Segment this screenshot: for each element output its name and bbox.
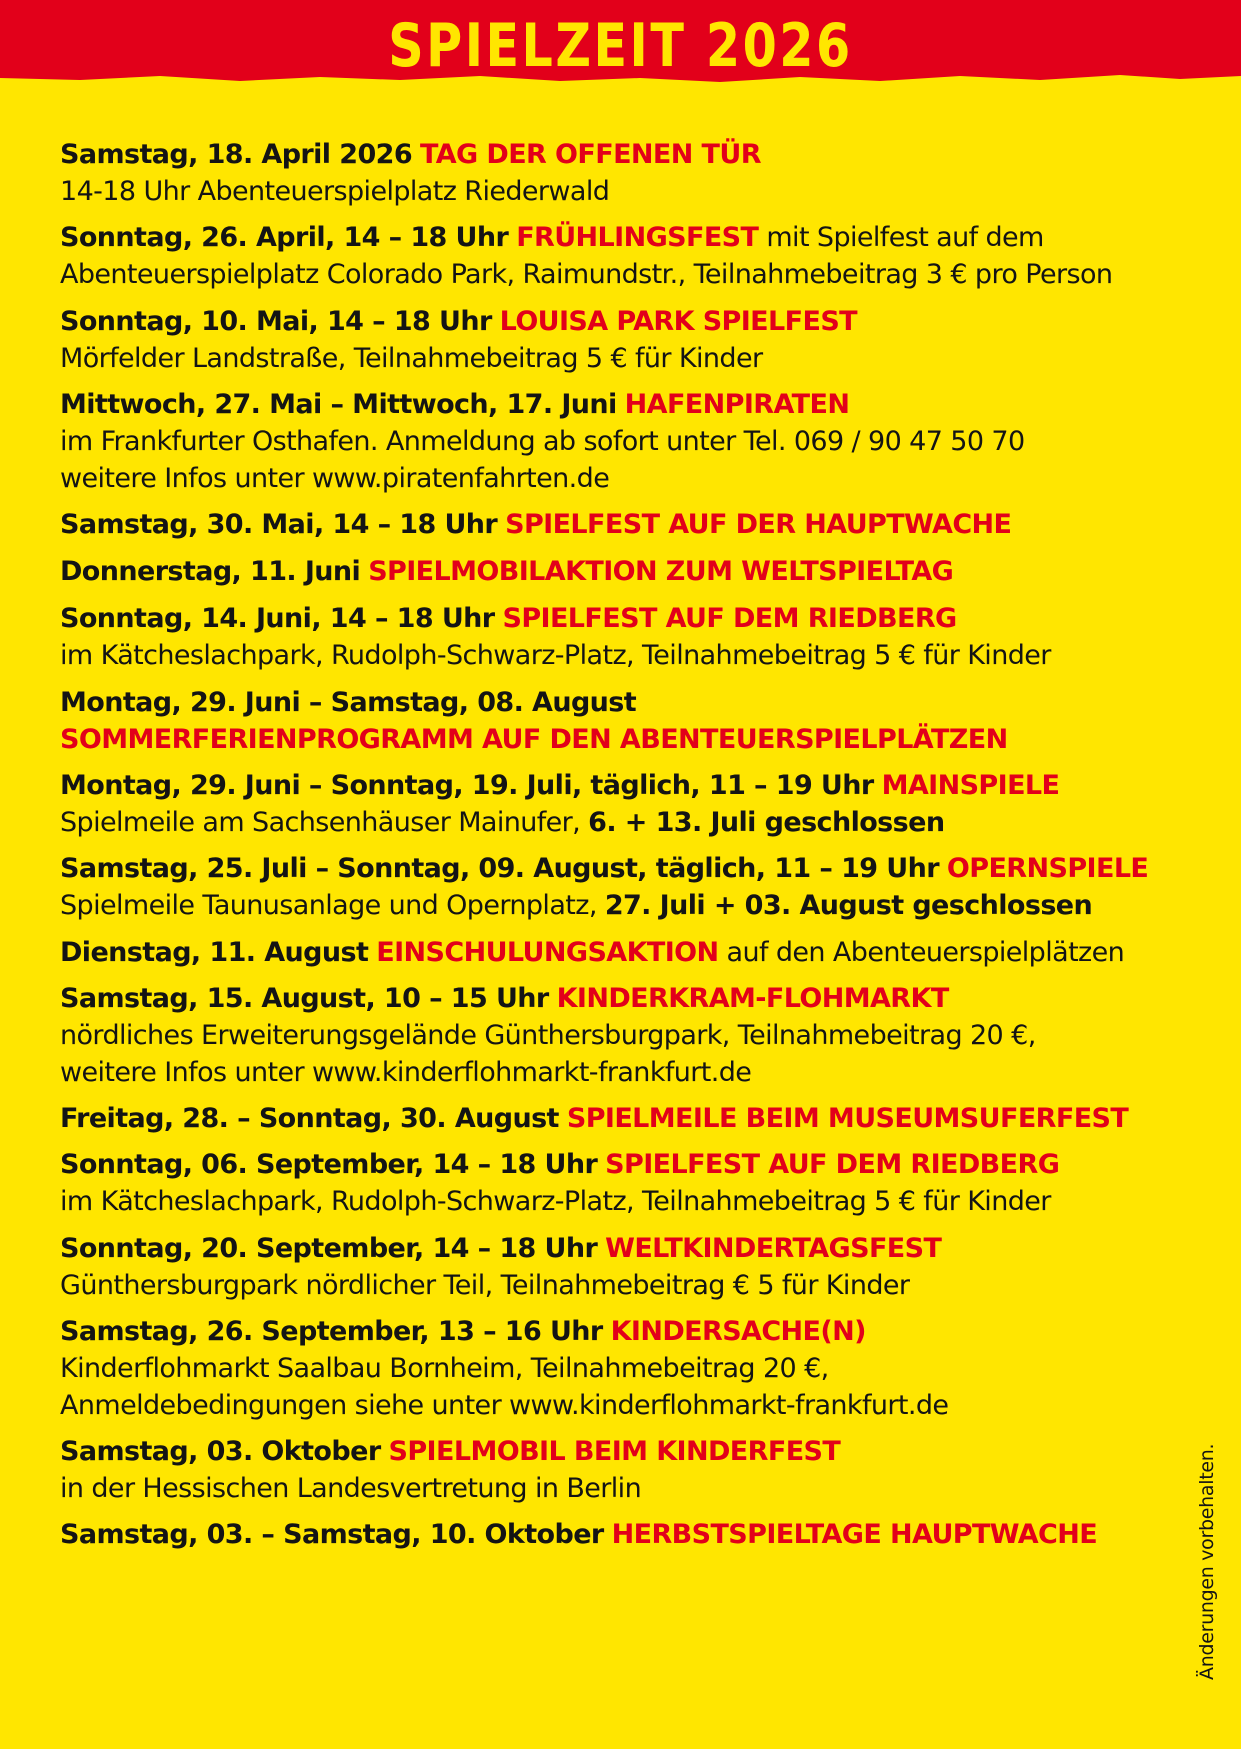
event-date: Samstag, 03. – Samstag, 10. Oktober bbox=[60, 1519, 604, 1550]
event-detail: im Kätcheslachpark, Rudolph-Schwarz-Platz, Teilnahmebeitrag 5 € für Kinder bbox=[60, 1186, 1051, 1217]
disclaimer-note: Änderungen vorbehalten. bbox=[1196, 1443, 1218, 1680]
event-date: Samstag, 30. Mai, 14 – 18 Uhr bbox=[60, 509, 498, 540]
event-date: Dienstag, 11. August bbox=[60, 937, 369, 968]
event-title-line bbox=[60, 721, 1180, 758]
event-title-suffix: mit Spielfest auf dem bbox=[766, 222, 1044, 253]
event-item bbox=[60, 685, 1180, 758]
event-date: Montag, 29. Juni – Samstag, 08. August bbox=[60, 687, 637, 718]
event-header bbox=[60, 601, 1180, 637]
event-item bbox=[60, 935, 1180, 971]
event-header bbox=[60, 768, 1180, 804]
event-header bbox=[60, 981, 1180, 1017]
event-title-suffix: auf den Abenteuerspielplätzen bbox=[726, 937, 1125, 968]
event-header bbox=[60, 507, 1180, 543]
event-list bbox=[60, 137, 1180, 1553]
event-item bbox=[60, 601, 1180, 674]
event-header bbox=[60, 1101, 1180, 1137]
event-header bbox=[60, 1147, 1180, 1183]
event-item bbox=[60, 554, 1180, 590]
event-header bbox=[60, 304, 1180, 340]
event-date: Samstag, 18. April 2026 bbox=[60, 139, 413, 170]
event-title: KINDERKRAM-FLOHMARKT bbox=[556, 983, 949, 1014]
event-title: LOUISA PARK SPIELFEST bbox=[499, 306, 857, 337]
event-title: MAINSPIELE bbox=[881, 770, 1060, 801]
event-title: FRÜHLINGSFEST bbox=[516, 222, 759, 253]
event-detail: im Kätcheslachpark, Rudolph-Schwarz-Platz, Teilnahmebeitrag 5 € für Kinder bbox=[60, 640, 1051, 671]
event-title: SPIELFEST AUF DEM RIEDBERG bbox=[605, 1149, 1060, 1180]
event-item bbox=[60, 768, 1180, 841]
event-detail: nördliches Erweiterungsgelände Günthersburgpark, Teilnahmebeitrag 20 €, bbox=[60, 1020, 1036, 1051]
event-date: Donnerstag, 11. Juni bbox=[60, 556, 361, 587]
event-title: SPIELMEILE BEIM MUSEUMSUFERFEST bbox=[566, 1103, 1129, 1134]
event-header bbox=[60, 851, 1180, 887]
event-item bbox=[60, 304, 1180, 377]
event-date: Sonntag, 10. Mai, 14 – 18 Uhr bbox=[60, 306, 492, 337]
event-header bbox=[60, 220, 1180, 256]
event-item bbox=[60, 1231, 1180, 1304]
event-item bbox=[60, 1517, 1180, 1553]
event-date: Montag, 29. Juni – Sonntag, 19. Juli, täglich, 11 – 19 Uhr bbox=[60, 770, 874, 801]
event-closure-note: 6. + 13. Juli geschlossen bbox=[588, 807, 945, 838]
event-date: Sonntag, 26. April, 14 – 18 Uhr bbox=[60, 222, 509, 253]
event-title: SPIELFEST AUF DEM RIEDBERG bbox=[502, 603, 957, 634]
event-detail-text: Spielmeile Taunusanlage und Opernplatz, bbox=[60, 890, 597, 921]
event-title: KINDERSACHE(N) bbox=[610, 1316, 866, 1347]
event-detail: in der Hessischen Landesvertretung in Berlin bbox=[60, 1473, 642, 1504]
event-date: Samstag, 26. September, 13 – 16 Uhr bbox=[60, 1316, 603, 1347]
event-closure-note: 27. Juli + 03. August geschlossen bbox=[604, 890, 1093, 921]
event-date: Samstag, 03. Oktober bbox=[60, 1436, 381, 1467]
event-item bbox=[60, 1434, 1180, 1507]
event-header bbox=[60, 935, 1180, 971]
event-title: HERBSTSPIELTAGE HAUPTWACHE bbox=[611, 1519, 1098, 1550]
event-detail: 14-18 Uhr Abenteuerspielplatz Riederwald bbox=[60, 176, 610, 207]
event-date: Sonntag, 20. September, 14 – 18 Uhr bbox=[60, 1233, 598, 1264]
event-date: Samstag, 15. August, 10 – 15 Uhr bbox=[60, 983, 549, 1014]
event-header bbox=[60, 685, 1180, 721]
event-date: Freitag, 28. – Sonntag, 30. August bbox=[60, 1103, 559, 1134]
event-detail: Mörfelder Landstraße, Teilnahmebeitrag 5 € für Kinder bbox=[60, 343, 763, 374]
event-title: HAFENPIRATEN bbox=[624, 389, 850, 420]
event-title: SPIELFEST AUF DER HAUPTWACHE bbox=[505, 509, 1012, 540]
event-title: EINSCHULUNGSAKTION bbox=[376, 937, 719, 968]
event-item bbox=[60, 137, 1180, 210]
event-header bbox=[60, 1434, 1180, 1470]
event-detail: weitere Infos unter www.piratenfahrten.de bbox=[60, 463, 610, 494]
event-title: WELTKINDERTAGSFEST bbox=[605, 1233, 942, 1264]
event-detail: Günthersburgpark nördlicher Teil, Teilnahmebeitrag € 5 für Kinder bbox=[60, 1270, 910, 1301]
event-item bbox=[60, 220, 1180, 293]
event-header bbox=[60, 554, 1180, 590]
event-detail: Kinderflohmarkt Saalbau Bornheim, Teilnahmebeitrag 20 €, bbox=[60, 1353, 829, 1384]
event-title: SPIELMOBILAKTION ZUM WELTSPIELTAG bbox=[368, 556, 954, 587]
event-date: Mittwoch, 27. Mai – Mittwoch, 17. Juni bbox=[60, 389, 617, 420]
event-detail-text: Spielmeile am Sachsenhäuser Mainufer, bbox=[60, 807, 581, 838]
event-detail: Anmeldebedingungen siehe unter www.kinderflohmarkt-frankfurt.de bbox=[60, 1390, 949, 1421]
event-title: SPIELMOBIL BEIM KINDERFEST bbox=[388, 1436, 841, 1467]
event-detail: weitere Infos unter www.kinderflohmarkt-frankfurt.de bbox=[60, 1057, 752, 1088]
event-date: Sonntag, 14. Juni, 14 – 18 Uhr bbox=[60, 603, 495, 634]
event-header bbox=[60, 1517, 1180, 1553]
event-item bbox=[60, 387, 1180, 497]
event-item bbox=[60, 1314, 1180, 1424]
event-item bbox=[60, 1101, 1180, 1137]
event-detail bbox=[60, 887, 1180, 924]
header-banner bbox=[0, 0, 1241, 96]
event-item bbox=[60, 507, 1180, 543]
event-detail: Abenteuerspielplatz Colorado Park, Raimundstr., Teilnahmebeitrag 3 € pro Person bbox=[60, 259, 1113, 290]
event-detail: im Frankfurter Osthafen. Anmeldung ab sofort unter Tel. 069 / 90 47 50 70 bbox=[60, 426, 1025, 457]
event-date: Sonntag, 06. September, 14 – 18 Uhr bbox=[60, 1149, 598, 1180]
page-title: SPIELZEIT 2026 bbox=[388, 11, 853, 81]
event-title: TAG DER OFFENEN TÜR bbox=[420, 139, 761, 170]
event-title: OPERNSPIELE bbox=[946, 853, 1149, 884]
event-item bbox=[60, 851, 1180, 924]
event-date: Samstag, 25. Juli – Sonntag, 09. August, täglich, 11 – 19 Uhr bbox=[60, 853, 939, 884]
event-item bbox=[60, 1147, 1180, 1220]
event-title: SOMMERFERIENPROGRAMM AUF DEN ABENTEUERSPIELPLÄTZEN bbox=[60, 724, 1008, 755]
event-item bbox=[60, 981, 1180, 1091]
event-detail bbox=[60, 804, 1180, 841]
event-header bbox=[60, 1231, 1180, 1267]
event-header bbox=[60, 137, 1180, 173]
event-header bbox=[60, 1314, 1180, 1350]
event-header bbox=[60, 387, 1180, 423]
